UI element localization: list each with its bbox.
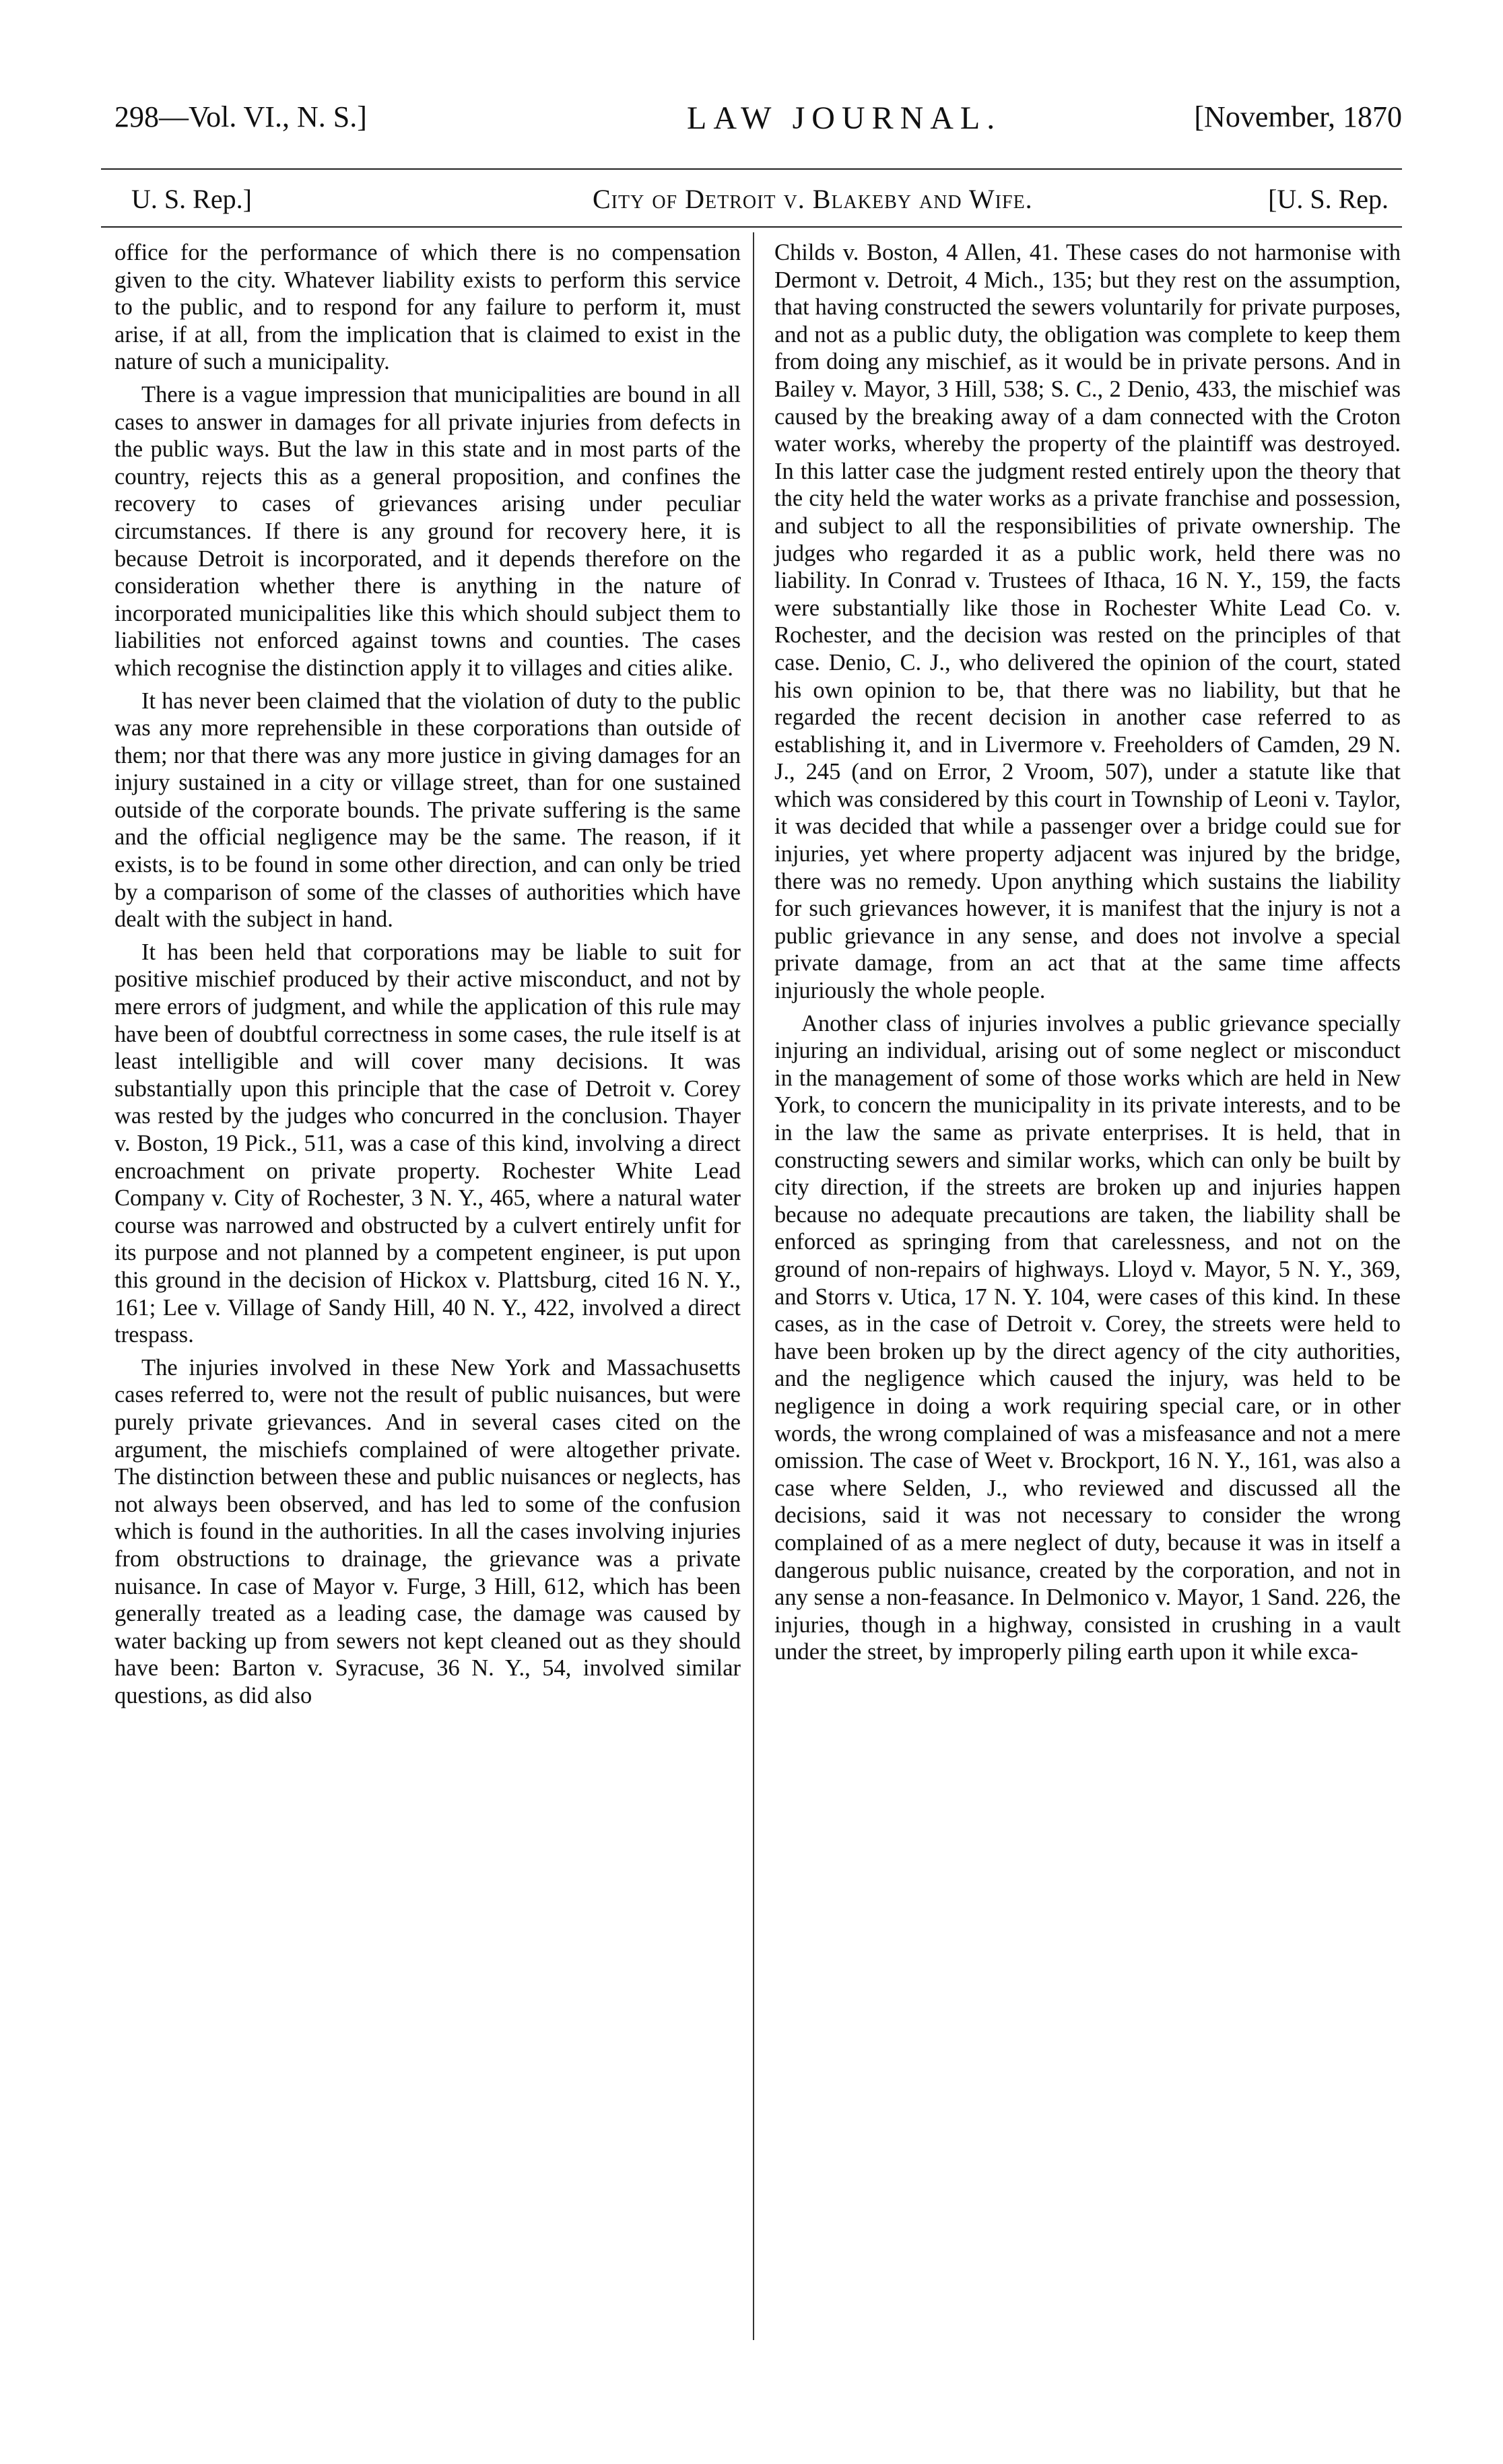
paragraph: It has been held that corporations may be liable to suit for positive mischief produced by their active misconduct, and not by mere errors of judgment, and while the application of this rule may have been of doubtful correctness in some cases, the rule itself is at least intelligible and will cover many decisions. It was substantially upon this principle that the case of Detroit v. Corey was rested by the judges who concurred in the conclusion. Thayer v. Boston, 19 Pick., 511, was a case of this kind, involving a direct encroachment on private property. Rochester White Lead Company v. City of Rochester, 3 N. Y., 465, where a natural water course was narrowed and obstructed by a culvert entirely unfit for its purpose and not planned by a competent engineer, is put upon this ground in the decision of Hickox v. Plattsburg, cited 16 N. Y., 161; Lee v. Village of Sandy Hill, 40 N. Y., 422, involved a direct trespass. bbox=[114, 939, 741, 1348]
paragraph: There is a vague impression that municipalities are bound in all cases to answer in damages for all private injuries from defects in the public ways. But the law in this state and in most parts of the country, rejects this as a general proposition, and confines the recovery to cases of grievances arising under peculiar circumstances. If there is any ground for recovery here, it is because Detroit is incorporated, and it depends therefore on the consideration whether there is anything in the nature of incorporated municipalities like this which should subject them to liabilities not enforced against towns and counties. The cases which recognise the distinction apply it to villages and cities alike. bbox=[114, 381, 741, 681]
case-title: City of Detroit v. Blakeby and Wife. bbox=[593, 184, 1033, 214]
subheader-rule bbox=[101, 226, 1402, 228]
paragraph: Childs v. Boston, 4 Allen, 41. These cases do not harmonise with Dermont v. Detroit, 4 Mich., 135; but they rest on the assumption, that having constructed the sewers voluntarily for private purposes, and not as a public duty, the obligation was complete to keep them from doing any mischief, as it would be in private persons. And in Bailey v. Mayor, 3 Hill, 538; S. C., 2 Denio, 433, the mischief was caused by the breaking away of a dam connected with the Croton water works, whereby the property of the plaintiff was destroyed. In this latter case the judgment rested entirely upon the theory that the city held the water works as a private franchise and possession, and subject to all the responsibilities of private ownership. The judges who regarded it as a public work, held there was no liability. In Conrad v. Trustees of Ithaca, 16 N. Y., 159, the facts were substantially like those in Rochester White Lead Co. v. Rochester, and the decision was rested on the principles of that case. Denio, C. J., who delivered the opinion of the court, stated his own opinion to be, that there was no liability, but that he regarded the recent decision in another case referred to as establishing it, and in Livermore v. Freeholders of Camden, 29 N. J., 245 (and on Error, 2 Vroom, 507), under a statute like that which was considered by this court in Township of Leoni v. Taylor, it was decided that while a passenger over a bridge could sue for injuries, yet where property adjacent was injured by the bridge, there was no remedy. Upon anything which sustains the liability for such grievances however, it is manifest that the injury is not a public grievance in any sense, and does not involve a special private damage, from an act that at the same time affects injuriously the whole people. bbox=[774, 240, 1401, 1004]
reporter-right: [U. S. Rep. bbox=[1268, 184, 1389, 214]
paragraph: office for the performance of which there is no compensation given to the city. Whatever liability exists to perform this service to the public, and to respond for any failure to perform it, must arise, if at all, from the implication that is claimed to exist in the nature of such a municipality. bbox=[114, 240, 741, 375]
issue-date: [November, 1870 bbox=[1194, 100, 1402, 133]
right-column bbox=[774, 239, 1401, 1671]
paragraph: The injuries involved in these New York and Massachusetts cases referred to, were not the result of public nuisances, but were purely private grievances. And in several cases cited on the argument, the mischiefs complained of were altogether private. The distinction between these and public nuisances or neglects, has not always been observed, and has led to some of the confusion which is found in the authorities. In all the cases involving injuries from obstructions to drainage, the grievance was a private nuisance. In case of Mayor v. Furge, 3 Hill, 612, which has been generally treated as a leading case, the damage was caused by water backing up from sewers not kept cleaned out as they should have been: Barton v. Syracuse, 36 N. Y., 54, involved similar questions, as did also bbox=[114, 1354, 741, 1708]
paragraph: Another class of injuries involves a public grievance specially injuring an individual, arising out of some neglect or misconduct in the management of some of those works which are held in New York, to concern the municipality in its private interests, and to be in the law the same as private enterprises. It is held, that in constructing sewers and similar works, which can only be built by city direction, if the streets are broken up and injuries happen because no adequate precautions are taken, the liability shall be enforced as springing from that carelessness, and not on the ground of non-repairs of highways. Lloyd v. Mayor, 5 N. Y., 369, and Storrs v. Utica, 17 N. Y. 104, were cases of this kind. In these cases, as in the case of Detroit v. Corey, the streets were held to have been broken up by the direct agency of the city authorities, and the negligence which caused the injury, was held to be negligence in doing a work requiring special care, or in other words, the wrong complained of was a misfeasance and not a mere omission. The case of Weet v. Brockport, 16 N. Y., 161, was also a case where Selden, J., who reviewed and discussed all the decisions, said it was not necessary to consider the wrong complained of as a mere neglect of duty, because it was in itself a dangerous public nuisance, created by the corporation, and not in any sense a non-feasance. In Delmonico v. Mayor, 1 Sand. 226, the injuries, though in a highway, consisted in crushing in a vault under the street, by improperly piling earth upon it while exca- bbox=[774, 1010, 1401, 1665]
header-rule bbox=[101, 168, 1402, 170]
running-header bbox=[101, 100, 1402, 147]
paragraph: It has never been claimed that the violation of duty to the public was any more reprehensible in these corporations than outside of them; nor that there was any more justice in giving damages for an injury sustained in a city or village street, than for one sustained outside of the corporate bounds. The private suffering is the same and the official negligence may be the same. The reason, if it exists, is to be found in some other direction, and can only be tried by a comparison of some of the classes of authorities which have dealt with the subject in hand. bbox=[114, 688, 741, 933]
case-header bbox=[101, 183, 1402, 224]
reporter-left: U. S. Rep.] bbox=[131, 184, 252, 214]
journal-title: LAW JOURNAL. bbox=[687, 100, 1002, 136]
page-number-volume: 298—Vol. VI., N. S.] bbox=[114, 100, 367, 133]
column-divider bbox=[753, 232, 754, 2340]
left-column bbox=[114, 239, 741, 1714]
